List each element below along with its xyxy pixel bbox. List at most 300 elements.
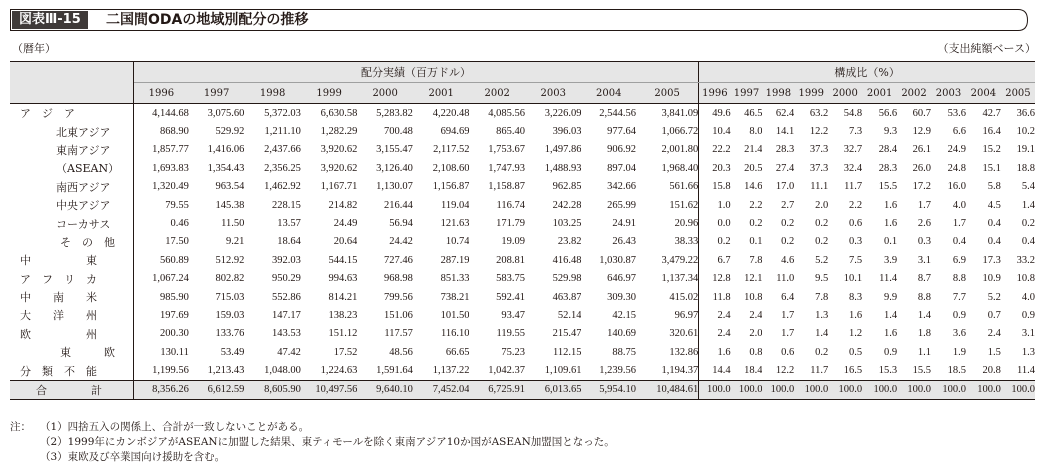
share-cell: 0.2 <box>815 236 829 248</box>
share-cell: 1.3 <box>815 309 829 321</box>
share-cell: 3.6 <box>952 328 966 340</box>
amount-cell: 1,239.56 <box>599 365 636 377</box>
amount-cell: 994.63 <box>328 273 358 285</box>
share-cell: 12.2 <box>809 126 829 138</box>
share-cell: 15.2 <box>982 144 1001 156</box>
share-cell: 1.2 <box>849 328 863 340</box>
amount-cell: 6,725.91 <box>469 380 525 399</box>
region-label: 北東アジア <box>10 122 133 140</box>
amount-cell: 26.43 <box>612 236 636 248</box>
share-year-header: 2004 <box>966 83 1001 104</box>
amount-cell: 75.23 <box>501 346 525 358</box>
amount-cell: 1,030.87 <box>599 254 636 266</box>
region-label: 東南アジア <box>10 141 133 159</box>
share-cell: 0.3 <box>917 236 931 248</box>
share-cell: 1.4 <box>883 309 898 321</box>
share-cell: 8.8 <box>917 291 931 303</box>
table-row <box>10 233 1035 251</box>
share-cell: 2.4 <box>749 309 763 321</box>
footnote-text: （1）四捨五入の関係上、合計が一致しないことがある。 <box>40 421 310 433</box>
amount-cell: 6,612.59 <box>189 380 245 399</box>
share-cell: 0.4 <box>1021 236 1035 248</box>
share-cell: 22.2 <box>712 144 731 156</box>
table-row <box>10 270 1035 288</box>
amount-year-header: 1998 <box>244 83 301 104</box>
amount-cell: 1,066.72 <box>636 122 699 140</box>
amount-cell: 215.47 <box>552 328 582 340</box>
amount-cell: 727.46 <box>384 254 413 266</box>
share-cell: 17.2 <box>912 181 931 193</box>
share-cell: 28.4 <box>878 144 898 156</box>
share-cell: 2.4 <box>987 328 1001 340</box>
share-cell: 2.2 <box>749 199 763 211</box>
amount-cell: 242.28 <box>552 199 582 211</box>
region-label: 中央アジア <box>10 196 133 214</box>
share-cell: 1.4 <box>815 328 829 340</box>
share-cell: 42.7 <box>982 107 1001 119</box>
amount-cell: 20.64 <box>333 236 358 248</box>
amount-year-header: 2001 <box>413 83 470 104</box>
amount-cell: 1,130.07 <box>376 181 413 193</box>
amount-cell: 1,693.83 <box>152 162 189 174</box>
amount-cell: 463.87 <box>552 291 582 303</box>
amount-year-header: 2003 <box>525 83 582 104</box>
amount-cell: 151.12 <box>328 328 358 340</box>
share-cell: 26.1 <box>912 144 931 156</box>
amount-cell: 8,605.90 <box>244 380 301 399</box>
amount-cell: 1,199.56 <box>152 365 189 377</box>
region-label: ア ジ ア <box>10 104 133 123</box>
amount-cell: 17.50 <box>165 236 189 248</box>
share-cell: 17.3 <box>982 254 1001 266</box>
amount-cell: 5,283.82 <box>376 107 413 119</box>
share-year-header: 2003 <box>931 83 966 104</box>
share-cell: 1.6 <box>849 309 863 321</box>
amount-cell: 814.21 <box>328 291 358 303</box>
amount-cell: 2,437.66 <box>264 144 301 156</box>
amount-cell: 133.76 <box>215 328 245 340</box>
region-label: 分 類 不 能 <box>10 361 133 380</box>
footnotes <box>10 420 615 465</box>
share-cell: 11.0 <box>776 273 795 285</box>
share-cell: 1.6 <box>883 199 898 211</box>
amount-cell: 868.90 <box>159 126 189 138</box>
amount-cell: 1,462.92 <box>264 181 301 193</box>
share-cell: 14.1 <box>775 126 795 138</box>
share-cell: 19.1 <box>1016 144 1035 156</box>
amount-year-header: 2004 <box>581 83 635 104</box>
share-cell: 0.4 <box>987 236 1001 248</box>
amount-cell: 700.48 <box>384 126 413 138</box>
region-label: ア フ リ カ <box>10 270 133 288</box>
table-row <box>10 196 1035 214</box>
amount-cell: 416.48 <box>552 254 582 266</box>
amount-cell: 985.90 <box>159 291 189 303</box>
amount-cell: 3,920.62 <box>320 144 358 156</box>
amount-cell: 560.89 <box>159 254 189 266</box>
amount-cell: 130.11 <box>160 346 189 358</box>
amount-cell: 7,452.04 <box>413 380 470 399</box>
amount-cell: 2,117.52 <box>433 144 470 156</box>
share-year-header: 1997 <box>731 83 763 104</box>
share-cell: 9.5 <box>815 273 829 285</box>
share-cell: 11.4 <box>879 273 898 285</box>
amount-cell: 6,013.65 <box>525 380 582 399</box>
amount-cell: 159.03 <box>215 309 245 321</box>
amount-cell: 119.04 <box>440 199 470 211</box>
share-cell: 1.7 <box>952 218 966 230</box>
share-cell: 1.6 <box>883 328 898 340</box>
footnote-lead: 注： <box>10 421 31 433</box>
amount-cell: 24.42 <box>389 236 413 248</box>
amount-cell: 88.75 <box>612 346 636 358</box>
region-label: 合 計 <box>10 380 133 399</box>
share-cell: 8.0 <box>749 126 763 138</box>
amount-cell: 5,954.10 <box>581 380 635 399</box>
table-row <box>10 251 1035 269</box>
amount-cell: 216.44 <box>384 199 413 211</box>
share-cell: 3.1 <box>1021 328 1035 340</box>
share-cell: 11.7 <box>810 365 829 377</box>
share-cell: 0.1 <box>883 236 898 248</box>
share-cell: 14.4 <box>712 365 731 377</box>
share-cell: 10.9 <box>982 273 1001 285</box>
amount-cell: 24.91 <box>612 218 636 230</box>
amount-cell: 897.04 <box>607 162 636 174</box>
share-cell: 100.0 <box>794 380 828 399</box>
amount-cell: 544.15 <box>328 254 358 266</box>
net-disbursement-basis-note: （支出純額ベース） <box>937 42 1036 55</box>
amount-cell: 592.41 <box>496 291 525 303</box>
share-year-header: 2002 <box>897 83 931 104</box>
amount-cell: 3,155.47 <box>376 144 413 156</box>
amount-cell: 1,137.34 <box>636 270 699 288</box>
amount-cell: 5,372.03 <box>264 107 301 119</box>
share-cell: 8.3 <box>849 291 863 303</box>
amount-cell: 2,108.60 <box>432 162 470 174</box>
footnote-1 <box>10 420 615 435</box>
amount-cell: 171.79 <box>496 218 525 230</box>
share-cell: 100.0 <box>828 380 862 399</box>
share-cell: 0.2 <box>1021 218 1035 230</box>
share-cell: 7.3 <box>849 126 863 138</box>
amount-cell: 396.03 <box>552 126 582 138</box>
amount-cell: 19.09 <box>501 236 525 248</box>
share-cell: 11.8 <box>712 291 731 303</box>
table-body <box>10 104 1035 400</box>
amount-cell: 1,497.86 <box>544 144 582 156</box>
amount-cell: 529.92 <box>215 126 245 138</box>
amount-cell: 42.15 <box>612 309 636 321</box>
footnote-text: （2）1999年にカンボジアがASEANに加盟した結果、東ティモールを除く東南アジア10か国がASEAN加盟国となった。 <box>40 436 615 448</box>
table-row <box>10 159 1035 177</box>
share-cell: 1.6 <box>717 346 731 358</box>
share-cell: 15.8 <box>712 181 731 193</box>
amount-cell: 1,048.00 <box>264 365 301 377</box>
amount-cell: 3,075.60 <box>207 107 245 119</box>
share-cell: 100.0 <box>931 380 966 399</box>
amount-cell: 3,920.62 <box>320 162 358 174</box>
share-cell: 1.1 <box>917 346 931 358</box>
share-cell: 100.0 <box>966 380 1001 399</box>
table-row <box>10 122 1035 140</box>
amount-cell: 583.75 <box>496 273 525 285</box>
amount-cell: 2,001.80 <box>636 141 699 159</box>
amount-year-header: 2000 <box>357 83 413 104</box>
share-year-header: 2000 <box>828 83 862 104</box>
amount-cell: 3,226.09 <box>544 107 582 119</box>
amount-cell: 47.42 <box>277 346 301 358</box>
amount-cell: 1,158.87 <box>488 181 525 193</box>
amount-cell: 56.94 <box>389 218 413 230</box>
share-cell: 0.6 <box>781 346 795 358</box>
amount-cell: 1,137.22 <box>432 365 470 377</box>
share-cell: 0.4 <box>987 218 1001 230</box>
amount-cell: 802.82 <box>215 273 245 285</box>
share-cell: 36.6 <box>1016 107 1035 119</box>
amount-cell: 3,841.09 <box>636 104 699 123</box>
share-cell: 100.0 <box>897 380 931 399</box>
footnote-text: （3）東欧及び卒業国向け援助を含む。 <box>40 451 226 463</box>
share-cell: 9.3 <box>883 126 898 138</box>
share-cell: 1.8 <box>917 328 931 340</box>
amount-cell: 561.66 <box>636 178 699 196</box>
amount-cell: 117.57 <box>384 328 413 340</box>
share-cell: 100.0 <box>762 380 794 399</box>
amount-cell: 962.85 <box>552 181 582 193</box>
amount-cell: 3,126.40 <box>376 162 413 174</box>
table-row <box>10 361 1035 380</box>
amount-cell: 24.49 <box>333 218 358 230</box>
amount-cell: 10.74 <box>445 236 470 248</box>
amount-cell: 121.63 <box>440 218 470 230</box>
amount-cell: 20.96 <box>636 214 699 232</box>
amount-cell: 1,488.93 <box>544 162 582 174</box>
amount-cell: 93.47 <box>501 309 525 321</box>
share-cell: 15.1 <box>982 162 1001 174</box>
amount-cell: 309.30 <box>607 291 636 303</box>
amount-cell: 512.92 <box>215 254 245 266</box>
share-cell: 5.4 <box>1021 181 1035 193</box>
amount-year-header: 2005 <box>636 83 699 104</box>
share-cell: 20.5 <box>744 162 763 174</box>
amount-cell: 968.98 <box>384 273 413 285</box>
share-year-header: 1998 <box>762 83 794 104</box>
share-cell: 10.2 <box>1016 126 1035 138</box>
region-label: （ASEAN） <box>10 159 133 177</box>
region-label: 中 東 <box>10 251 133 269</box>
amount-cell: 101.50 <box>440 309 470 321</box>
share-cell: 10.8 <box>1016 273 1035 285</box>
share-year-header: 2005 <box>1001 83 1035 104</box>
share-cell: 56.6 <box>878 107 898 119</box>
region-label: 大 洋 州 <box>10 306 133 324</box>
amount-cell: 950.29 <box>272 273 301 285</box>
amount-cell: 1,857.77 <box>152 144 189 156</box>
share-cell: 33.2 <box>1016 254 1035 266</box>
amount-cell: 228.15 <box>272 199 301 211</box>
share-cell: 46.5 <box>744 107 763 119</box>
table-row <box>10 214 1035 232</box>
share-cell: 37.3 <box>809 144 829 156</box>
share-cell: 0.9 <box>1021 309 1035 321</box>
amount-cell: 1,167.71 <box>320 181 358 193</box>
region-label: 中 南 米 <box>10 288 133 306</box>
share-cell: 0.0 <box>717 218 731 230</box>
table-row <box>10 288 1035 306</box>
amount-cell: 23.82 <box>557 236 582 248</box>
figure-title-bar <box>10 9 1028 31</box>
share-cell: 2.7 <box>781 199 795 211</box>
share-cell: 60.7 <box>912 107 931 119</box>
amount-cell: 8,356.26 <box>133 380 189 399</box>
region-label: コーカサス <box>10 214 133 232</box>
share-cell: 62.4 <box>775 107 795 119</box>
amount-cell: 53.49 <box>220 346 245 358</box>
share-cell: 5.8 <box>987 181 1001 193</box>
share-cell: 10.8 <box>744 291 763 303</box>
region-label: 南西アジア <box>10 178 133 196</box>
amount-cell: 145.38 <box>215 199 245 211</box>
amount-cell: 214.82 <box>328 199 358 211</box>
amount-group-header: 配分実績（百万ドル） <box>133 62 698 83</box>
amount-cell: 1,968.40 <box>636 159 699 177</box>
share-cell: 6.7 <box>717 254 731 266</box>
amount-cell: 132.86 <box>636 343 699 361</box>
share-cell: 9.9 <box>883 291 898 303</box>
amount-cell: 1,747.93 <box>488 162 525 174</box>
share-cell: 0.9 <box>952 309 966 321</box>
share-cell: 6.9 <box>952 254 966 266</box>
amount-cell: 96.97 <box>636 306 699 324</box>
share-cell: 53.6 <box>947 107 966 119</box>
amount-cell: 112.15 <box>552 346 582 358</box>
share-cell: 1.4 <box>917 309 931 321</box>
amount-cell: 151.62 <box>636 196 699 214</box>
amount-cell: 13.57 <box>277 218 301 230</box>
share-cell: 0.2 <box>717 236 731 248</box>
amount-cell: 147.17 <box>272 309 301 321</box>
share-cell: 18.5 <box>947 365 966 377</box>
amount-cell: 287.19 <box>440 254 470 266</box>
amount-cell: 1,211.10 <box>264 126 301 138</box>
share-cell: 16.5 <box>843 365 863 377</box>
table-row <box>10 325 1035 343</box>
share-cell: 5.2 <box>987 291 1001 303</box>
amount-cell: 646.97 <box>607 273 636 285</box>
share-cell: 5.2 <box>815 254 829 266</box>
figure-title: 二国間ODAの地域別配分の推移 <box>106 12 309 28</box>
amount-cell: 151.06 <box>384 309 413 321</box>
share-cell: 100.0 <box>1001 380 1035 399</box>
amount-cell: 116.74 <box>496 199 525 211</box>
share-cell: 0.8 <box>749 346 763 358</box>
table-row <box>10 104 1035 123</box>
amount-cell: 10,497.56 <box>301 380 358 399</box>
share-cell: 18.8 <box>1016 162 1035 174</box>
share-cell: 7.7 <box>952 291 966 303</box>
amount-year-header: 1997 <box>189 83 245 104</box>
amount-cell: 52.14 <box>557 309 582 321</box>
amount-cell: 1,282.29 <box>320 126 358 138</box>
share-cell: 3.9 <box>883 254 898 266</box>
amount-cell: 38.33 <box>636 233 699 251</box>
table-row <box>10 178 1035 196</box>
share-cell: 2.0 <box>815 199 829 211</box>
share-cell: 2.2 <box>849 199 863 211</box>
footnote-2 <box>10 435 615 450</box>
amount-cell: 977.64 <box>607 126 636 138</box>
amount-cell: 265.99 <box>607 199 636 211</box>
share-cell: 12.1 <box>744 273 763 285</box>
amount-year-header: 1999 <box>301 83 358 104</box>
share-cell: 11.7 <box>844 181 863 193</box>
share-cell: 100.0 <box>731 380 763 399</box>
share-cell: 1.6 <box>883 218 898 230</box>
amount-cell: 197.69 <box>159 309 189 321</box>
amount-cell: 1,067.24 <box>152 273 189 285</box>
amount-cell: 11.50 <box>221 218 245 230</box>
amount-cell: 1,109.61 <box>544 365 582 377</box>
amount-cell: 6,630.58 <box>320 107 358 119</box>
share-cell: 1.7 <box>917 199 931 211</box>
share-cell: 20.8 <box>982 365 1001 377</box>
share-cell: 0.4 <box>952 236 966 248</box>
share-cell: 1.7 <box>781 309 795 321</box>
amount-cell: 963.54 <box>215 181 245 193</box>
share-cell: 12.2 <box>775 365 795 377</box>
amount-cell: 1,753.67 <box>488 144 525 156</box>
share-cell: 28.3 <box>775 144 795 156</box>
share-cell: 0.2 <box>781 236 795 248</box>
amount-cell: 1,156.87 <box>432 181 470 193</box>
share-cell: 100.0 <box>862 380 897 399</box>
table-corner-cell <box>10 62 133 104</box>
amount-cell: 4,085.56 <box>488 107 525 119</box>
amount-cell: 694.69 <box>440 126 470 138</box>
amount-cell: 9.21 <box>225 236 245 248</box>
share-cell: 7.5 <box>849 254 863 266</box>
share-cell: 28.3 <box>878 162 898 174</box>
amount-cell: 140.69 <box>607 328 636 340</box>
share-cell: 15.5 <box>912 365 931 377</box>
share-cell: 1.5 <box>987 346 1001 358</box>
share-cell: 20.3 <box>712 162 731 174</box>
share-cell: 0.1 <box>749 236 763 248</box>
amount-cell: 208.81 <box>496 254 525 266</box>
share-cell: 16.0 <box>947 181 966 193</box>
amount-cell: 865.40 <box>496 126 525 138</box>
amount-cell: 2,356.25 <box>264 162 301 174</box>
amount-cell: 552.86 <box>272 291 301 303</box>
amount-cell: 1,194.37 <box>636 361 699 380</box>
share-cell: 24.9 <box>947 144 966 156</box>
share-cell: 6.4 <box>781 291 795 303</box>
total-row <box>10 380 1035 399</box>
share-cell: 0.2 <box>781 218 795 230</box>
share-cell: 6.6 <box>952 126 966 138</box>
table-row <box>10 306 1035 324</box>
region-label: そ の 他 <box>10 233 133 251</box>
share-cell: 27.4 <box>775 162 795 174</box>
share-cell: 2.0 <box>749 328 763 340</box>
share-cell: 0.9 <box>883 346 898 358</box>
amount-cell: 415.02 <box>636 288 699 306</box>
table-row <box>10 141 1035 159</box>
calendar-year-note: （暦年） <box>12 42 56 55</box>
amount-cell: 119.55 <box>496 328 525 340</box>
share-cell: 15.5 <box>878 181 898 193</box>
